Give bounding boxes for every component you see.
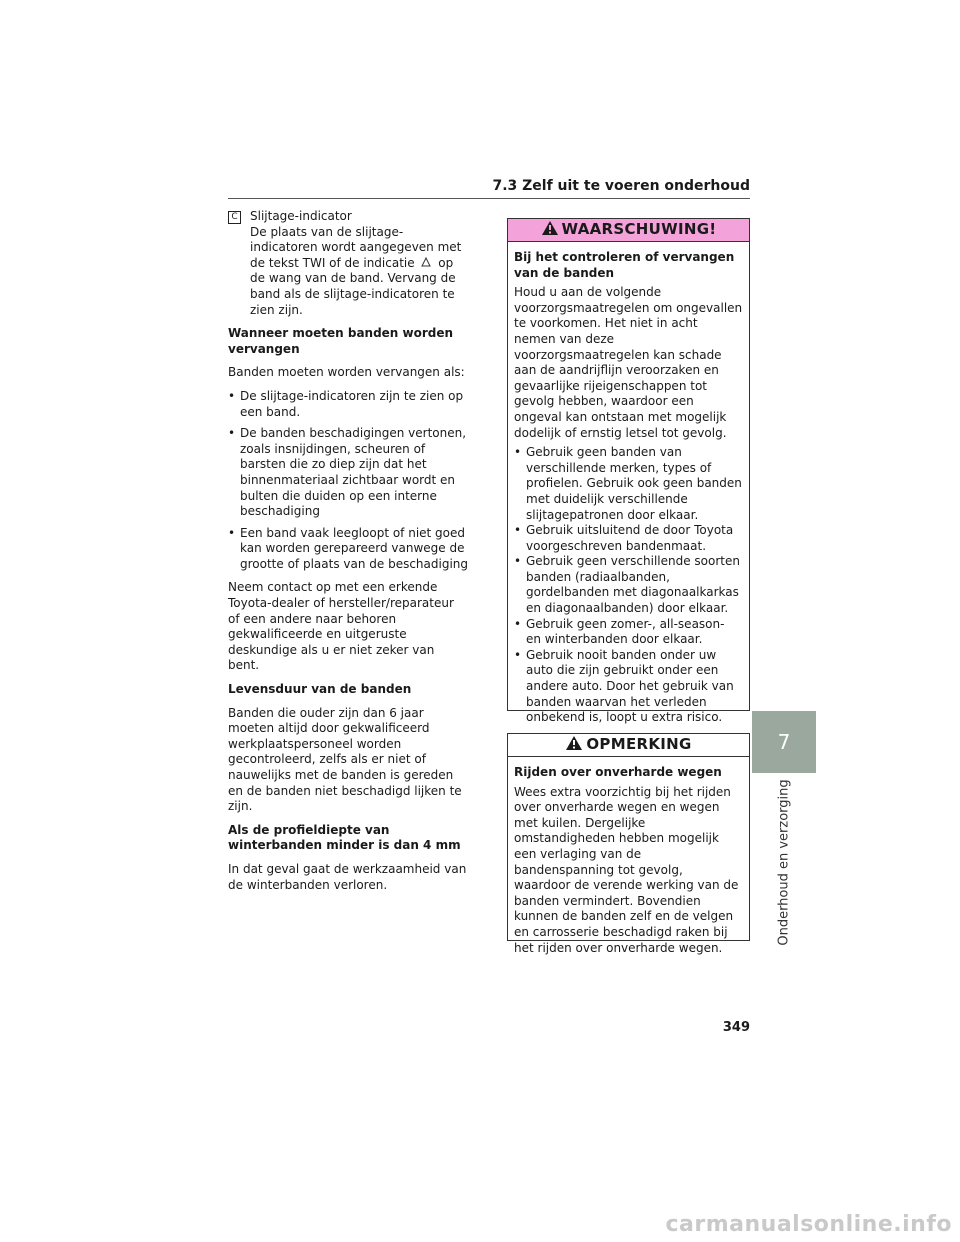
note-subtitle: Rijden over onverharde wegen — [514, 765, 722, 779]
page-number: 349 — [722, 1020, 750, 1035]
header-divider — [228, 198, 750, 199]
heading-tire-lifespan: Levensduur van de banden — [228, 682, 412, 697]
item-c-text: De plaats van de slijtage-indicatoren wordt aangegeven met de tekst TWI of de indicatie op de wang van de band. Vervang de band als de slijtage-indicatoren te zien zijn. — [250, 224, 462, 317]
item-c — [228, 209, 468, 318]
warning-body: Houd u aan de volgende voorzorgsmaatregelen om ongevallen te voorkomen. Het niet in acht nemen van deze voorzorgsmaatregelen kan schade aan de aandrijflijn veroorzaken en gevaarlijke rijeigenschappen tot gevolg hebben, waardoor een ongeval kan ontstaan met mogelijk dodelijk of ernstig letsel tot gevolg. — [514, 285, 743, 440]
triangle-icon — [418, 256, 434, 272]
note-label: OPMERKING — [586, 735, 692, 754]
watermark: carmanualsonline.info — [665, 1212, 952, 1237]
chapter-tab: 7 — [752, 711, 816, 773]
warning-header — [508, 219, 749, 242]
note-header — [508, 734, 749, 757]
paragraph-replace-intro: Banden moeten worden vervangen als: — [228, 365, 465, 380]
paragraph-tire-lifespan: Banden die ouder zijn dan 6 jaar moeten altijd door gekwalificeerd werkplaatspersoneel worden gecontroleerd, zelfs als er niet of nauwelijks met de banden is gereden en de banden niet beschadigd lijken te zijn. — [228, 705, 462, 814]
list-item: • Gebruik geen zomer-, all-season- en winterbanden door elkaar. — [514, 617, 743, 648]
paragraph-winter-tread: In dat geval gaat de werkzaamheid van de winterbanden verloren. — [228, 861, 467, 892]
note-warning-icon — [565, 735, 586, 755]
warning-label: WAARSCHUWING! — [561, 220, 717, 239]
section-title: 7.3 Zelf uit te voeren onderhoud — [492, 178, 750, 194]
left-column — [228, 209, 468, 901]
list-item: • Gebruik uitsluitend de door Toyota voorgeschreven bandenmaat. — [514, 523, 743, 554]
list-item: • Gebruik geen verschillende soorten banden (radiaalbanden, gordelbanden met diagonaalkarkas en diagonaalbanden) door elkaar. — [514, 554, 743, 616]
paragraph-dealer-contact: Neem contact op met een erkende Toyota-dealer of hersteller/reparateur of een andere naar behoren gekwalificeerde en uitgeruste deskundige als u er niet zeker van bent. — [228, 580, 454, 673]
note-box — [507, 733, 750, 955]
heading-replace-tires: Wanneer moeten banden worden vervangen — [228, 326, 454, 356]
replace-bullet-list — [228, 389, 468, 573]
list-item: • De slijtage-indicatoren zijn te zien op een band. — [228, 389, 468, 420]
heading-winter-tread: Als de profieldiepte van winterbanden minder is dan 4 mm — [228, 822, 461, 853]
note-body: Wees extra voorzichtig bij het rijden over onverharde wegen en wegen met kuilen. Dergelijke omstandigheden hebben mogelijk een verlaging van de bandenspanning tot gevolg, waardoor de verende werking van de banden vermindert. Bovendien kunnen de banden zelf en de velgen en carrosserie beschadigd raken bij het rijden over onverharde wegen. — [514, 784, 739, 955]
warning-bullet-list — [514, 445, 743, 726]
list-item: • Gebruik geen banden van verschillende merken, types of profielen. Gebruik ook geen banden met duidelijk verschillende slijtagepatronen door elkaar. — [514, 445, 743, 523]
list-item: • Een band vaak leegloopt of niet goed kan worden gerepareerd vanwege de grootte of plaats van de beschadiging — [228, 526, 468, 573]
list-item: • De banden beschadigingen vertonen, zoals insnijdingen, scheuren of barsten die zo diep zijn dat het binnenmateriaal zichtbaar wordt en bulten die duiden op een interne beschadiging — [228, 426, 468, 520]
chapter-side-label: Onderhoud en verzorging — [776, 778, 792, 946]
list-item: • Gebruik nooit banden onder uw auto die zijn gebruikt onder een andere auto. Door het gebruik van banden waarvan het verleden onbekend is, loopt u extra risico. — [514, 648, 743, 726]
warning-icon — [541, 220, 562, 240]
callout-badge-c: C — [228, 211, 241, 224]
warning-subtitle: Bij het controleren of vervangen van de banden — [514, 250, 735, 280]
warning-box — [507, 218, 750, 725]
item-c-title: Slijtage-indicator — [250, 209, 352, 223]
